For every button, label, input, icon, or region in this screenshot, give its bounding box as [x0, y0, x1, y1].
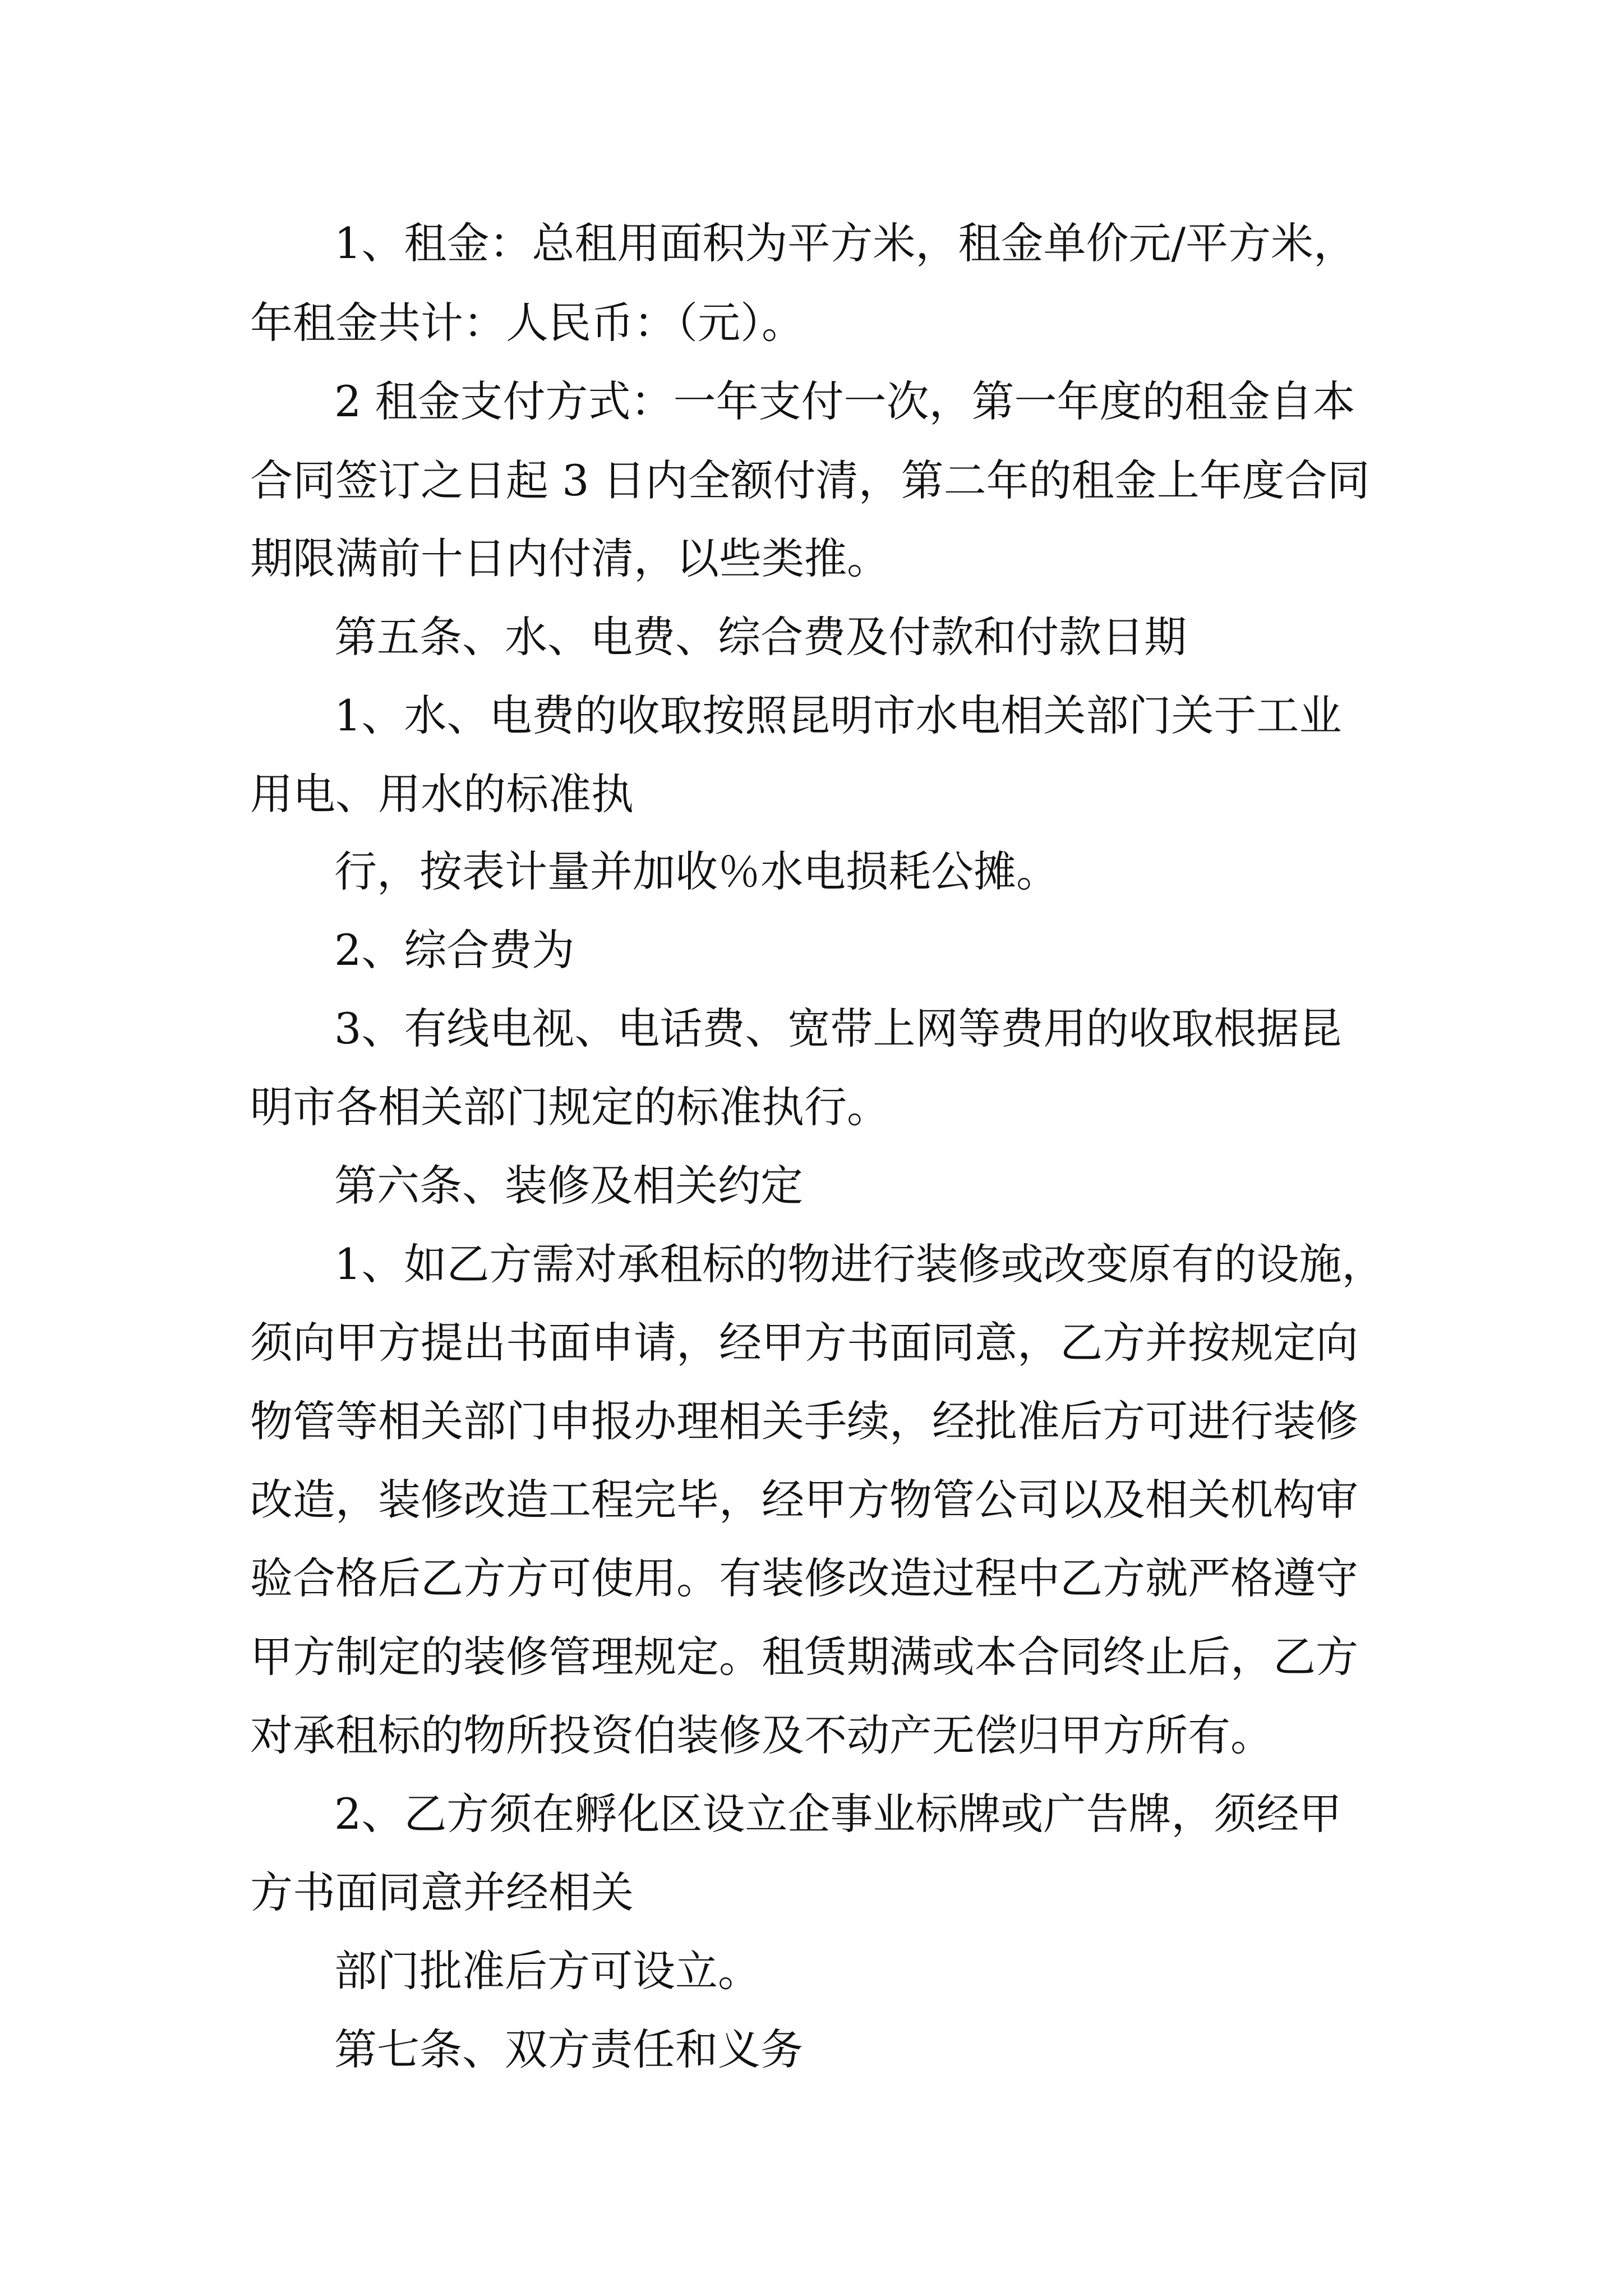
text-line: 1、水、电费的收取按照昆明市水电相关部门关于工业 [334, 691, 1342, 740]
text-line: 甲方制定的装修管理规定。租赁期满或本合同终止后，乙方 [250, 1632, 1358, 1682]
text-line: 合同签订之日起 3 日内全额付清，第二年的租金上年度合同 [250, 455, 1370, 505]
text-line: 须向甲方提出书面申请，经甲方书面同意，乙方并按规定向 [250, 1318, 1358, 1368]
section-heading: 第六条、装修及相关约定 [334, 1161, 803, 1211]
text-line: 部门批准后方可设立。 [334, 1946, 760, 1996]
text-line: 物管等相关部门申报办理相关手续，经批准后方可进行装修 [250, 1396, 1358, 1446]
text-line: 1、租金：总租用面积为平方米，租金单价元/平方米， [334, 218, 1356, 268]
text-line: 1、如乙方需对承租标的物进行装修或改变原有的设施， [334, 1239, 1385, 1289]
text-line: 3、有线电视、电话费、宽带上网等费用的收取根据昆 [334, 1004, 1342, 1053]
text-line: 2、乙方须在孵化区设立企事业标牌或广告牌，须经甲 [334, 1789, 1342, 1839]
text-line: 改造，装修改造工程完毕，经甲方物管公司以及相关机构审 [250, 1475, 1358, 1525]
text-line: 年租金共计：人民币：（元）。 [250, 298, 804, 348]
text-line: 用电、用水的标准执 [250, 769, 634, 819]
text-line: 行，按表计量并加收％水电损耗公摊。 [334, 846, 1059, 896]
section-heading: 第五条、水、电费、综合费及付款和付款日期 [334, 612, 1187, 662]
text-line: 对承租标的物所投资伯装修及不动产无偿归甲方所有。 [250, 1710, 1273, 1760]
text-line: 期限满前十日内付清，以些类推。 [250, 533, 889, 583]
text-line: 2、综合费为 [334, 925, 575, 975]
text-line: 方书面同意并经相关 [250, 1867, 634, 1917]
text-line: 明市各相关部门规定的标准执行。 [250, 1082, 889, 1132]
section-heading: 第七条、双方责任和义务 [334, 2024, 803, 2074]
text-line: 验合格后乙方方可使用。有装修改造过程中乙方就严格遵守 [250, 1553, 1358, 1603]
text-line: 2 租金支付方式：一年支付一次，第一年度的租金自本 [334, 376, 1355, 426]
